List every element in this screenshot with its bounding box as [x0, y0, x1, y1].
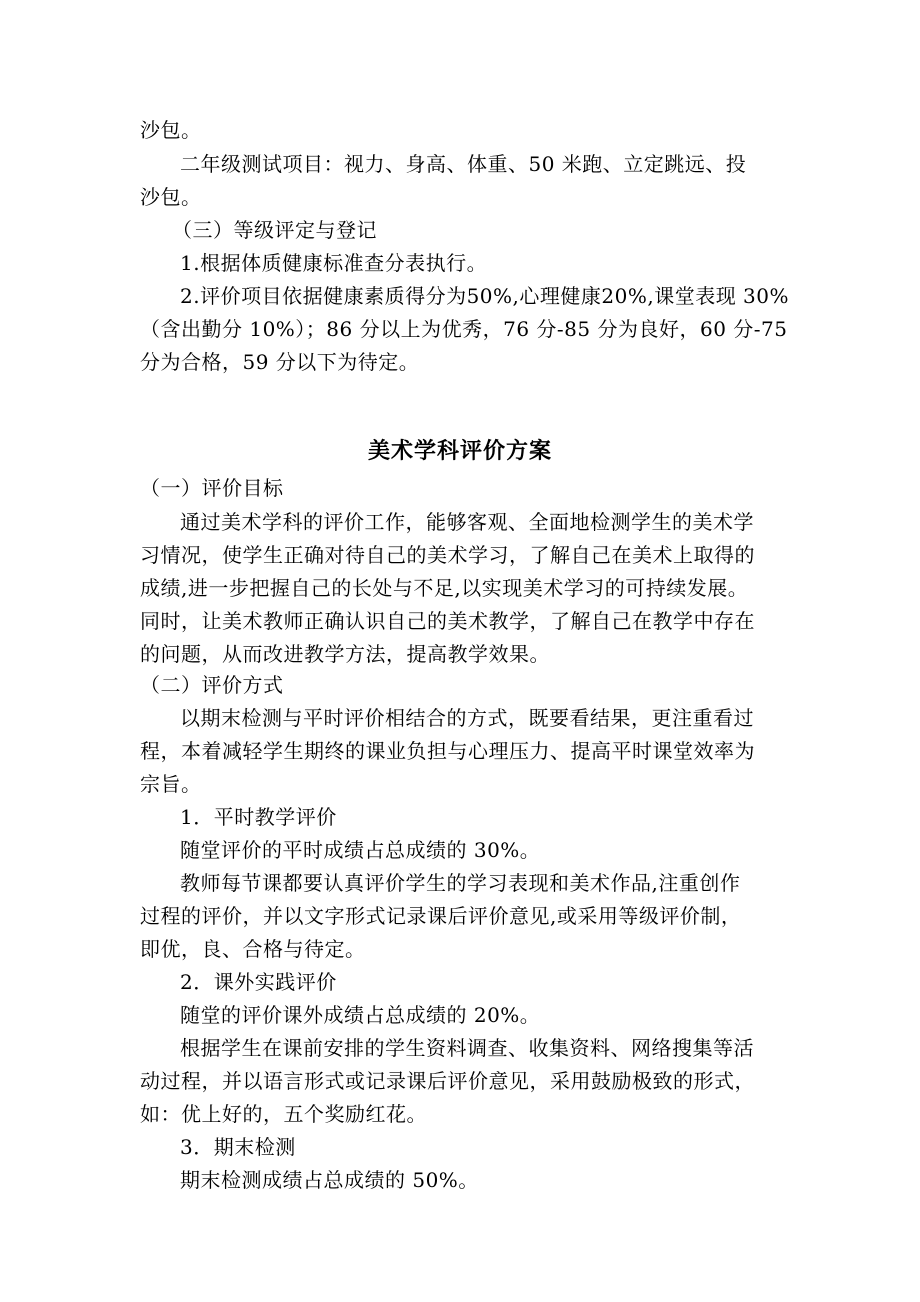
paragraph-line: 根据学生在课前安排的学生资料调查、收集资料、网络搜集等活 [180, 1036, 754, 1060]
list-item: 1.根据体质健康标准查分表执行。 [180, 251, 488, 275]
section-heading: （一）评价目标 [140, 476, 284, 500]
paragraph-line: 教师每节课都要认真评价学生的学习表现和美术作品,注重创作 [180, 871, 741, 895]
subsection-heading: 3．期末检测 [180, 1135, 296, 1159]
paragraph-line: 期末检测成绩占总成绩的 50%。 [180, 1168, 479, 1192]
paragraph-line: 习情况，使学生正确对待自己的美术学习，了解自己在美术上取得的 [140, 543, 755, 567]
paragraph-line: 以期末检测与平时评价相结合的方式，既要看结果，更注重看过 [180, 706, 754, 730]
paragraph-line: 通过美术学科的评价工作，能够客观、全面地检测学生的美术学 [180, 510, 754, 534]
paragraph-line: 随堂的评价课外成绩占总成绩的 20%。 [180, 1003, 541, 1027]
paragraph-line: 动过程，并以语言形式或记录课后评价意见，采用鼓励极致的形式， [140, 1069, 755, 1093]
paragraph-line: 的问题，从而改进教学方法，提高教学效果。 [140, 642, 550, 666]
list-item-continuation: （含出勤分 10%）；86 分以上为优秀，76 分-85 分为良好，60 分-75 [140, 317, 788, 341]
paragraph-line: 过程的评价，并以文字形式记录课后评价意见,或采用等级评价制， [140, 904, 742, 928]
section-heading: （二）评价方式 [140, 673, 284, 697]
paragraph-line: 宗旨。 [140, 772, 202, 796]
paragraph-line: 如：优上好的，五个奖励红花。 [140, 1102, 427, 1126]
paragraph-line: 成绩,进一步把握自己的长处与不足,以实现美术学习的可持续发展。 [140, 576, 749, 600]
list-item: 2.评价项目依据健康素质得分为50%,心理健康20%,课堂表现 30% [180, 284, 790, 308]
paragraph-line: 程，本着减轻学生期终的课业负担与心理压力、提高平时课堂效率为 [140, 739, 755, 763]
paragraph-line: 同时，让美术教师正确认识自己的美术教学，了解自己在教学中存在 [140, 609, 755, 633]
paragraph-line: 随堂评价的平时成绩占总成绩的 30%。 [180, 838, 541, 862]
list-item-continuation: 分为合格，59 分以下为待定。 [140, 350, 420, 374]
page-title: 美术学科评价方案 [367, 439, 552, 464]
subsection-heading: 2．课外实践评价 [180, 970, 337, 994]
pe-continuation-line: 沙包。 [140, 118, 202, 142]
subsection-heading: 1．平时教学评价 [180, 805, 337, 829]
section-heading: （三）等级评定与登记 [172, 218, 377, 242]
grade2-items-line: 沙包。 [140, 185, 202, 209]
grade2-items-line: 二年级测试项目：视力、身高、体重、50 米跑、立定跳远、投 [180, 152, 747, 176]
paragraph-line: 即优，良、合格与待定。 [140, 937, 366, 961]
